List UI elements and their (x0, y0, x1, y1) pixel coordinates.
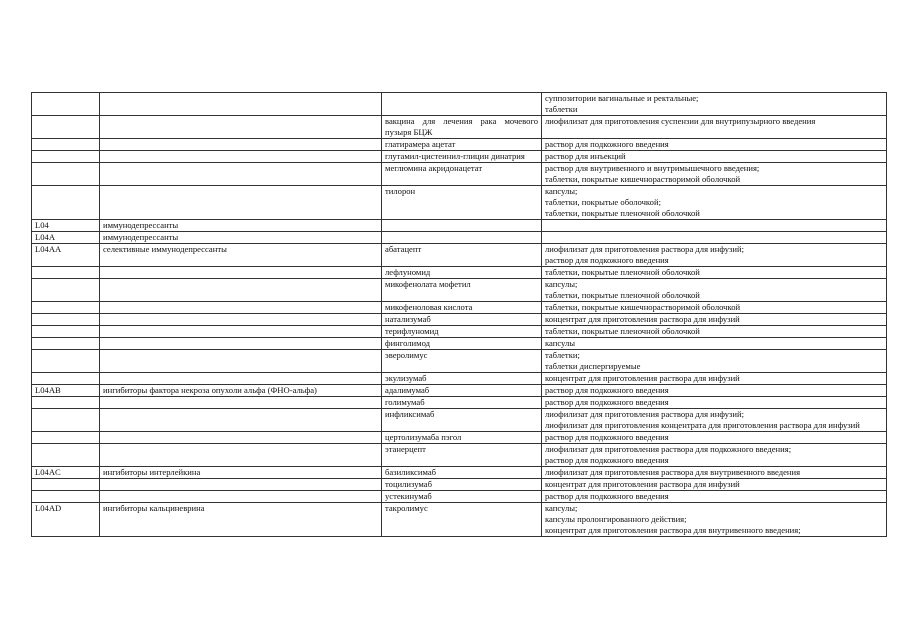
dosage-form-line: концентрат для приготовления раствора для внутривенного введения; (545, 525, 801, 535)
atc-group-cell (100, 350, 382, 373)
table-row (32, 139, 887, 151)
dosage-form-line: раствор для подкожного введения (545, 491, 669, 501)
dosage-form-cell (542, 385, 887, 397)
dosage-form-line: лиофилизат для приготовления раствора для инфузий; (545, 244, 744, 254)
drug-name-cell: голимумаб (382, 397, 542, 409)
dosage-form-line: лиофилизат для приготовления раствора для внутривенного введения (545, 467, 801, 477)
table-row (32, 244, 887, 267)
atc-code-cell (32, 338, 100, 350)
atc-code-cell (32, 409, 100, 432)
atc-group-cell (100, 279, 382, 302)
atc-code-cell: L04AC (32, 467, 100, 479)
atc-group-cell (100, 267, 382, 279)
table-row (32, 232, 887, 244)
dosage-form-cell (542, 93, 887, 116)
atc-group-cell (100, 432, 382, 444)
drug-name-cell: абатацепт (382, 244, 542, 267)
atc-group-cell (100, 326, 382, 338)
atc-group-cell (100, 139, 382, 151)
atc-group-cell (100, 186, 382, 220)
dosage-form-line: раствор для подкожного введения (545, 385, 669, 395)
drug-name-cell: такролимус (382, 503, 542, 537)
dosage-form-line: раствор для подкожного введения (545, 432, 669, 442)
table-row (32, 151, 887, 163)
drug-name-cell: финголимод (382, 338, 542, 350)
dosage-form-line: капсулы пролонгированного действия; (545, 514, 687, 524)
table-row (32, 432, 887, 444)
atc-code-cell (32, 397, 100, 409)
medication-list-page (31, 92, 886, 537)
dosage-form-line: таблетки, покрытые пленочной оболочкой (545, 326, 700, 336)
atc-code-cell: L04AB (32, 385, 100, 397)
dosage-form-cell (542, 186, 887, 220)
table-row (32, 186, 887, 220)
atc-group-cell: иммунодепрессанты (100, 220, 382, 232)
drug-name-cell: вакцина для лечения рака мочевого пузыря БЦЖ (382, 116, 542, 139)
table-row (32, 373, 887, 385)
dosage-form-line: раствор для инъекций (545, 151, 626, 161)
dosage-form-line: лиофилизат для приготовления раствора для инфузий; (545, 409, 744, 419)
drug-name-cell: лефлуномид (382, 267, 542, 279)
atc-group-cell (100, 444, 382, 467)
medication-table-body (32, 93, 887, 537)
medication-table (31, 92, 887, 537)
drug-name-cell: натализумаб (382, 314, 542, 326)
dosage-form-line: лиофилизат для приготовления раствора для подкожного введения; (545, 444, 792, 454)
drug-name-cell: терифлуномид (382, 326, 542, 338)
atc-code-cell (32, 491, 100, 503)
drug-name-cell: тоцилизумаб (382, 479, 542, 491)
table-row (32, 163, 887, 186)
atc-group-cell: ингибиторы кальциневрина (100, 503, 382, 537)
dosage-form-cell (542, 397, 887, 409)
table-row (32, 467, 887, 479)
dosage-form-line: раствор для подкожного введения (545, 455, 669, 465)
atc-code-cell (32, 163, 100, 186)
dosage-form-cell (542, 279, 887, 302)
dosage-form-line: концентрат для приготовления раствора для инфузий (545, 479, 740, 489)
table-row (32, 350, 887, 373)
atc-code-cell (32, 350, 100, 373)
atc-code-cell: L04AA (32, 244, 100, 267)
table-row (32, 302, 887, 314)
dosage-form-cell (542, 267, 887, 279)
table-row (32, 314, 887, 326)
atc-code-cell (32, 314, 100, 326)
dosage-form-line: раствор для подкожного введения (545, 397, 669, 407)
table-row (32, 93, 887, 116)
atc-group-cell (100, 397, 382, 409)
dosage-form-cell (542, 232, 887, 244)
dosage-form-line: концентрат для приготовления раствора для инфузий (545, 373, 740, 383)
table-row (32, 267, 887, 279)
dosage-form-cell (542, 220, 887, 232)
drug-name-cell (382, 220, 542, 232)
atc-group-cell (100, 93, 382, 116)
atc-group-cell (100, 151, 382, 163)
dosage-form-line: таблетки, покрытые кишечнорастворимой оболочкой (545, 302, 741, 312)
drug-name-cell: глутамил-цистеинил-глицин динатрия (382, 151, 542, 163)
dosage-form-line: раствор для подкожного введения (545, 139, 669, 149)
atc-group-cell (100, 373, 382, 385)
table-row (32, 503, 887, 537)
dosage-form-line: суппозитории вагинальные и ректальные; (545, 93, 699, 103)
drug-name-cell: цертолизумаба пэгол (382, 432, 542, 444)
atc-code-cell (32, 479, 100, 491)
table-row (32, 279, 887, 302)
atc-code-cell (32, 116, 100, 139)
atc-code-cell (32, 279, 100, 302)
drug-name-cell: эверолимус (382, 350, 542, 373)
drug-name-cell: микофенолата мофетил (382, 279, 542, 302)
table-row (32, 444, 887, 467)
atc-code-cell: L04AD (32, 503, 100, 537)
drug-name-cell: экулизумаб (382, 373, 542, 385)
atc-group-cell (100, 338, 382, 350)
atc-group-cell (100, 479, 382, 491)
dosage-form-line: таблетки, покрытые оболочкой; (545, 197, 661, 207)
table-row (32, 220, 887, 232)
atc-code-cell (32, 444, 100, 467)
dosage-form-cell (542, 139, 887, 151)
dosage-form-cell (542, 350, 887, 373)
dosage-form-line: таблетки диспергируемые (545, 361, 641, 371)
atc-code-cell (32, 151, 100, 163)
atc-group-cell (100, 163, 382, 186)
drug-name-cell: меглюмина акридонацетат (382, 163, 542, 186)
atc-code-cell (32, 373, 100, 385)
dosage-form-line: концентрат для приготовления раствора для инфузий (545, 314, 740, 324)
drug-name-cell: адалимумаб (382, 385, 542, 397)
drug-name-cell: базиликсимаб (382, 467, 542, 479)
atc-group-cell: ингибиторы интерлейкина (100, 467, 382, 479)
dosage-form-line: раствор для внутривенного и внутримышечного введения; (545, 163, 760, 173)
atc-group-cell (100, 302, 382, 314)
drug-name-cell: инфликсимаб (382, 409, 542, 432)
dosage-form-line: раствор для подкожного введения (545, 255, 669, 265)
dosage-form-cell (542, 409, 887, 432)
table-row (32, 385, 887, 397)
atc-code-cell (32, 139, 100, 151)
table-row (32, 326, 887, 338)
drug-name-cell: тилорон (382, 186, 542, 220)
dosage-form-cell (542, 326, 887, 338)
dosage-form-cell (542, 302, 887, 314)
atc-group-cell: селективные иммунодепрессанты (100, 244, 382, 267)
dosage-form-cell (542, 432, 887, 444)
atc-group-cell (100, 116, 382, 139)
dosage-form-line: капсулы; (545, 279, 578, 289)
table-row (32, 479, 887, 491)
atc-code-cell (32, 93, 100, 116)
dosage-form-cell (542, 503, 887, 537)
drug-name-cell: устекинумаб (382, 491, 542, 503)
dosage-form-cell (542, 373, 887, 385)
dosage-form-cell (542, 491, 887, 503)
atc-code-cell (32, 302, 100, 314)
dosage-form-line: капсулы; (545, 186, 578, 196)
dosage-form-line: лиофилизат для приготовления суспензии для внутрипузырного введения (545, 116, 816, 126)
table-row (32, 397, 887, 409)
atc-code-cell (32, 326, 100, 338)
atc-code-cell (32, 267, 100, 279)
dosage-form-cell (542, 116, 887, 139)
atc-group-cell (100, 314, 382, 326)
table-row (32, 491, 887, 503)
table-row (32, 338, 887, 350)
dosage-form-cell (542, 479, 887, 491)
dosage-form-cell (542, 151, 887, 163)
dosage-form-line: капсулы (545, 338, 576, 348)
dosage-form-cell (542, 314, 887, 326)
atc-code-cell: L04A (32, 232, 100, 244)
atc-group-cell: ингибиторы фактора некроза опухоли альфа (ФНО-альфа) (100, 385, 382, 397)
table-row (32, 409, 887, 432)
dosage-form-cell (542, 444, 887, 467)
atc-code-cell (32, 432, 100, 444)
table-row (32, 116, 887, 139)
atc-code-cell (32, 186, 100, 220)
dosage-form-line: капсулы; (545, 503, 578, 513)
dosage-form-line: таблетки (545, 104, 578, 114)
drug-name-cell: микофеноловая кислота (382, 302, 542, 314)
drug-name-cell (382, 93, 542, 116)
dosage-form-cell (542, 467, 887, 479)
atc-code-cell: L04 (32, 220, 100, 232)
dosage-form-cell (542, 163, 887, 186)
dosage-form-line: таблетки, покрытые пленочной оболочкой (545, 208, 700, 218)
dosage-form-line: таблетки, покрытые пленочной оболочкой (545, 290, 700, 300)
drug-name-cell: этанерцепт (382, 444, 542, 467)
dosage-form-cell (542, 338, 887, 350)
dosage-form-line: таблетки, покрытые пленочной оболочкой (545, 267, 700, 277)
atc-group-cell: иммунодепрессанты (100, 232, 382, 244)
dosage-form-cell (542, 244, 887, 267)
dosage-form-line: лиофилизат для приготовления концентрата для приготовления раствора для инфузий (545, 420, 860, 430)
dosage-form-line: таблетки; (545, 350, 580, 360)
drug-name-cell: глатирамера ацетат (382, 139, 542, 151)
dosage-form-line: таблетки, покрытые кишечнорастворимой оболочкой (545, 174, 741, 184)
drug-name-cell (382, 232, 542, 244)
atc-group-cell (100, 491, 382, 503)
atc-group-cell (100, 409, 382, 432)
